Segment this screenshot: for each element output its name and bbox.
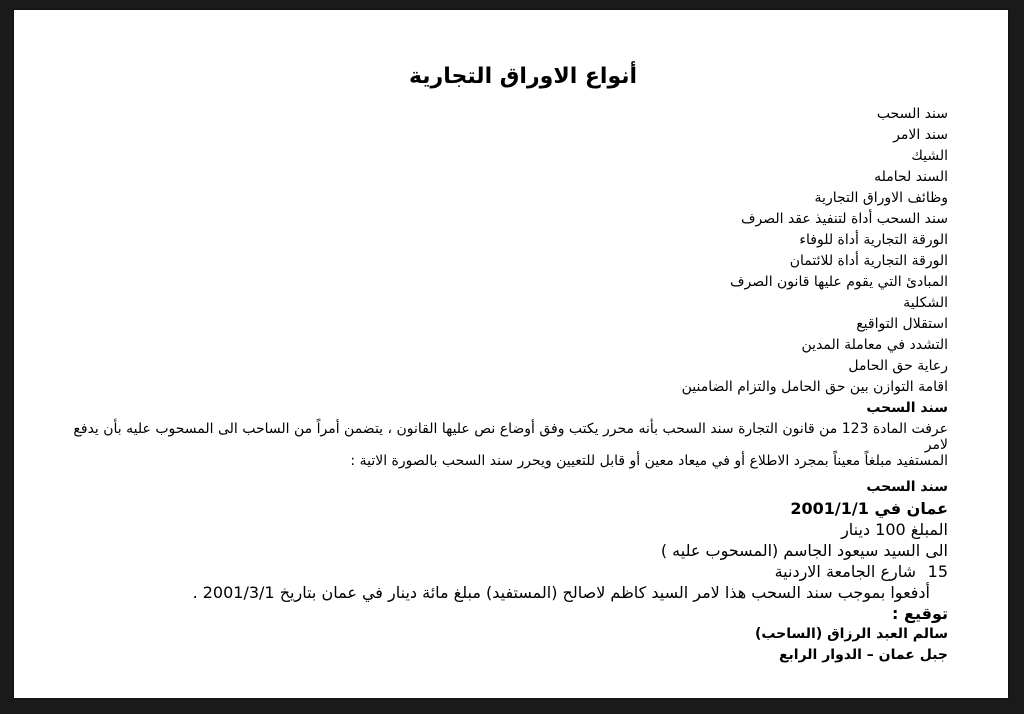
drawer-name: سالم العبد الرزاق (الساحب) bbox=[754, 626, 948, 642]
document-body bbox=[64, 104, 948, 666]
list-item: المبادئ التي يقوم عليها قانون الصرف bbox=[730, 274, 948, 290]
definition-line: المستفيد مبلغاً معيناً بمجرد الاطلاع أو في ميعاد معين أو قابل للتعيين ويحرر سند السحب بالصورة الاتية : bbox=[350, 453, 948, 469]
list-item: وظائف الاوراق التجارية bbox=[814, 190, 948, 206]
order-line: أدفعوا بموجب سند السحب هذا لامر السيد كاظم لاصالح (المستفيد) مبلغ مائة دينار في عمان بتاريخ 2001/3/1 . bbox=[192, 583, 930, 602]
signature-label: توقيع : bbox=[892, 604, 948, 623]
list-item: الشيك bbox=[911, 148, 948, 164]
page-title: أنواع الاوراق التجارية bbox=[408, 64, 638, 89]
list-item: سند السحب أداة لتنفيذ عقد الصرف bbox=[740, 211, 948, 227]
list-item: سند الامر bbox=[893, 127, 948, 143]
list-item: الشكلية bbox=[903, 295, 948, 311]
list-item: رعاية حق الحامل bbox=[848, 358, 948, 374]
drawer-address: جبل عمان – الدوار الرابع bbox=[778, 647, 948, 663]
list-item: الورقة التجارية أداة للوفاء bbox=[799, 232, 948, 248]
address-number: 15 bbox=[927, 562, 948, 581]
drawee-line: الى السيد سيعود الجاسم (المسحوب عليه ) bbox=[660, 541, 948, 560]
address-street: شارع الجامعة الاردنية bbox=[774, 562, 916, 581]
example-heading: سند السحب bbox=[866, 479, 948, 495]
amount-line: المبلغ 100 دينار bbox=[841, 520, 948, 539]
place-date: عمان في 2001/1/1 bbox=[790, 499, 948, 518]
document-page bbox=[14, 10, 1008, 698]
list-item: الورقة التجارية أداة للائتمان bbox=[789, 253, 948, 269]
list-item: استقلال التواقيع bbox=[856, 316, 948, 332]
list-item: اقامة التوازن بين حق الحامل والتزام الضامنين bbox=[681, 379, 948, 395]
definition-line: عرفت المادة 123 من قانون التجارة سند السحب بأنه محرر يكتب وفق أوضاع نص عليها القانون ، يتضمن أمراً من الساحب الى المسحوب عليه بأن يدفع لامر bbox=[73, 421, 948, 453]
definition-paragraph bbox=[64, 421, 948, 469]
list-item: التشدد في معاملة المدين bbox=[801, 337, 948, 353]
section-heading: سند السحب bbox=[866, 400, 948, 416]
address-line bbox=[64, 561, 948, 582]
list-item: سند السحب bbox=[876, 106, 948, 122]
list-item: السند لحامله bbox=[874, 169, 948, 185]
